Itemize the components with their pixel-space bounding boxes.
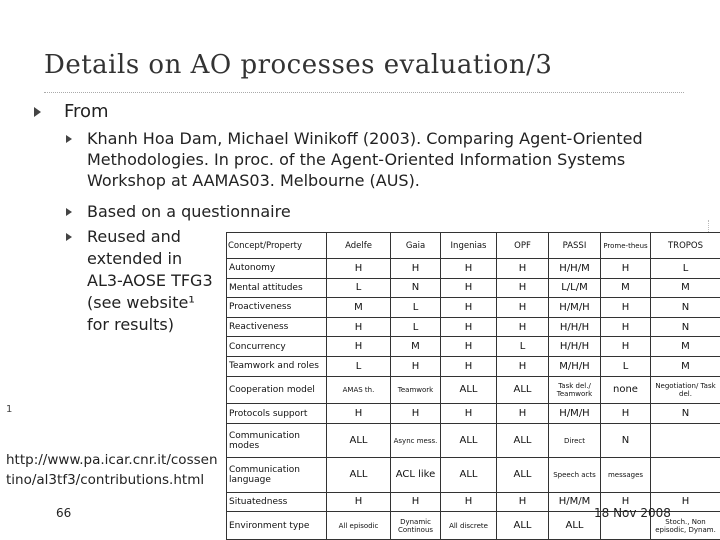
- table-row: [227, 298, 720, 318]
- footnote-link[interactable]: http://www.pa.icar.cnr.it/cossentino/al3tf3/contributions.html: [6, 452, 218, 488]
- table-cell: Async mess.: [391, 423, 441, 457]
- table-row: [227, 259, 720, 279]
- table-cell: M: [651, 278, 720, 298]
- table-row: [227, 404, 720, 424]
- table-cell: H: [601, 337, 651, 357]
- table-row: [227, 278, 720, 298]
- table-cell: [651, 423, 720, 457]
- table-cell: Negotiation/ Task del.: [651, 376, 720, 404]
- table-cell: H: [327, 259, 391, 279]
- bullet-arrow-icon: [66, 233, 72, 241]
- table-cell: ALL: [441, 458, 497, 492]
- table-cell: L/L/M: [549, 278, 601, 298]
- table-cell: none: [601, 376, 651, 404]
- header-cell: Adelfe: [327, 233, 391, 259]
- table-cell: H: [327, 317, 391, 337]
- table-header-row: [227, 233, 720, 259]
- table-cell: ALL: [441, 423, 497, 457]
- table-cell: H: [497, 278, 549, 298]
- table-cell: H: [327, 404, 391, 424]
- table-cell: L: [391, 298, 441, 318]
- row-label: Mental attitudes: [227, 278, 327, 298]
- table-cell: All discrete: [441, 512, 497, 540]
- table-cell: [651, 458, 720, 492]
- slide-number: 66: [56, 506, 72, 520]
- table-cell: M: [327, 298, 391, 318]
- table-cell: M: [601, 278, 651, 298]
- table-cell: N: [391, 278, 441, 298]
- table-cell: H/M/H: [549, 298, 601, 318]
- row-label: Proactiveness: [227, 298, 327, 318]
- bullet-arrow-icon: [66, 208, 72, 216]
- table-cell: H: [601, 298, 651, 318]
- table-cell: H: [327, 337, 391, 357]
- row-label: Autonomy: [227, 259, 327, 279]
- table-cell: H/M/M: [549, 492, 601, 512]
- row-label: Cooperation model: [227, 376, 327, 404]
- table-cell: ALL: [497, 423, 549, 457]
- table-cell: ALL: [549, 512, 601, 540]
- table-cell: ALL: [497, 376, 549, 404]
- table-cell: L: [651, 259, 720, 279]
- header-cell: Concept/Property: [227, 233, 327, 259]
- table-cell: L: [497, 337, 549, 357]
- table-cell: H: [651, 492, 720, 512]
- header-cell: Ingenias: [441, 233, 497, 259]
- row-label: Protocols support: [227, 404, 327, 424]
- table-cell: H: [497, 317, 549, 337]
- row-label: Reactiveness: [227, 317, 327, 337]
- table-cell: H: [601, 492, 651, 512]
- row-label: Communication language: [227, 458, 327, 492]
- table-cell: messages: [601, 458, 651, 492]
- table-cell: H: [497, 492, 549, 512]
- table-cell: N: [651, 298, 720, 318]
- table-cell: ALL: [327, 458, 391, 492]
- table-cell: ALL: [441, 376, 497, 404]
- table-cell: N: [651, 404, 720, 424]
- table-row: [227, 423, 720, 457]
- header-cell: Prome-theus: [601, 233, 651, 259]
- table-row: [227, 458, 720, 492]
- table-cell: H: [391, 492, 441, 512]
- table-cell: M: [651, 337, 720, 357]
- header-cell: PASSI: [549, 233, 601, 259]
- questionnaire-bullet: Based on a questionnaire: [87, 202, 291, 221]
- row-label: Concurrency: [227, 337, 327, 357]
- table-cell: Task del./ Teamwork: [549, 376, 601, 404]
- table-cell: H: [441, 298, 497, 318]
- table-cell: L: [327, 278, 391, 298]
- table-row: [227, 337, 720, 357]
- table-cell: H: [441, 317, 497, 337]
- from-label: From: [64, 101, 109, 122]
- table-cell: Dynamic Continous: [391, 512, 441, 540]
- table-cell: H: [391, 259, 441, 279]
- table-cell: N: [651, 317, 720, 337]
- table-cell: H/M/H: [549, 404, 601, 424]
- table-cell: M/H/H: [549, 356, 601, 376]
- table-cell: AMAS th.: [327, 376, 391, 404]
- table-cell: Teamwork: [391, 376, 441, 404]
- table-row: [227, 317, 720, 337]
- table-cell: M: [391, 337, 441, 357]
- table-cell: H: [441, 278, 497, 298]
- table-cell: H: [441, 337, 497, 357]
- table-cell: Speech acts: [549, 458, 601, 492]
- reference-bullet: Khanh Hoa Dam, Michael Winikoff (2003). Comparing Agent-Oriented Methodologies. In proc. of the Agent-Oriented Information Systems Workshop at AAMAS03. Melbourne (AUS).: [87, 129, 643, 190]
- header-cell: OPF: [497, 233, 549, 259]
- table-cell: H: [497, 259, 549, 279]
- table-cell: H: [601, 317, 651, 337]
- footnote-marker: 1: [6, 404, 13, 415]
- table-cell: H: [497, 356, 549, 376]
- table-cell: L: [391, 317, 441, 337]
- table-cell: H: [441, 492, 497, 512]
- bullet-arrow-icon: [66, 135, 72, 143]
- row-label: Communication modes: [227, 423, 327, 457]
- table-row: [227, 376, 720, 404]
- comparison-table: [226, 232, 720, 540]
- table-cell: H: [497, 298, 549, 318]
- row-label: Teamwork and roles: [227, 356, 327, 376]
- table-cell: Direct: [549, 423, 601, 457]
- slide-title: Details on AO processes evaluation/3: [44, 50, 553, 80]
- table-cell: H: [391, 356, 441, 376]
- table-cell: H: [327, 492, 391, 512]
- table-cell: H/H/H: [549, 337, 601, 357]
- bullet-arrow-icon: [34, 107, 41, 117]
- table-cell: L: [601, 356, 651, 376]
- table-cell: H: [391, 404, 441, 424]
- table-cell: H/H/H: [549, 317, 601, 337]
- row-label: Environment type: [227, 512, 327, 540]
- table-cell: H: [601, 259, 651, 279]
- reuse-bullet: Reused and extended in AL3-AOSE TFG3 (see website¹ for results): [87, 227, 213, 334]
- table-cell: M: [651, 356, 720, 376]
- table-cell: H: [441, 404, 497, 424]
- row-label: Situatedness: [227, 492, 327, 512]
- table-cell: H/H/M: [549, 259, 601, 279]
- table-cell: H: [441, 356, 497, 376]
- table-cell: ACL like: [391, 458, 441, 492]
- table-cell: N: [601, 423, 651, 457]
- table-cell: H: [441, 259, 497, 279]
- table-cell: ALL: [497, 512, 549, 540]
- table-cell: All episodic: [327, 512, 391, 540]
- table-row: [227, 356, 720, 376]
- header-cell: TROPOS: [651, 233, 720, 259]
- table-cell: H: [497, 404, 549, 424]
- table-cell: H: [601, 404, 651, 424]
- header-cell: Gaia: [391, 233, 441, 259]
- table-cell: Stoch., Non episodic, Dynam.: [651, 512, 720, 540]
- table-cell: ALL: [327, 423, 391, 457]
- title-divider: [44, 92, 684, 93]
- table-cell: L: [327, 356, 391, 376]
- slide-date: 18 Nov 2008: [594, 506, 671, 520]
- table-cell: ALL: [497, 458, 549, 492]
